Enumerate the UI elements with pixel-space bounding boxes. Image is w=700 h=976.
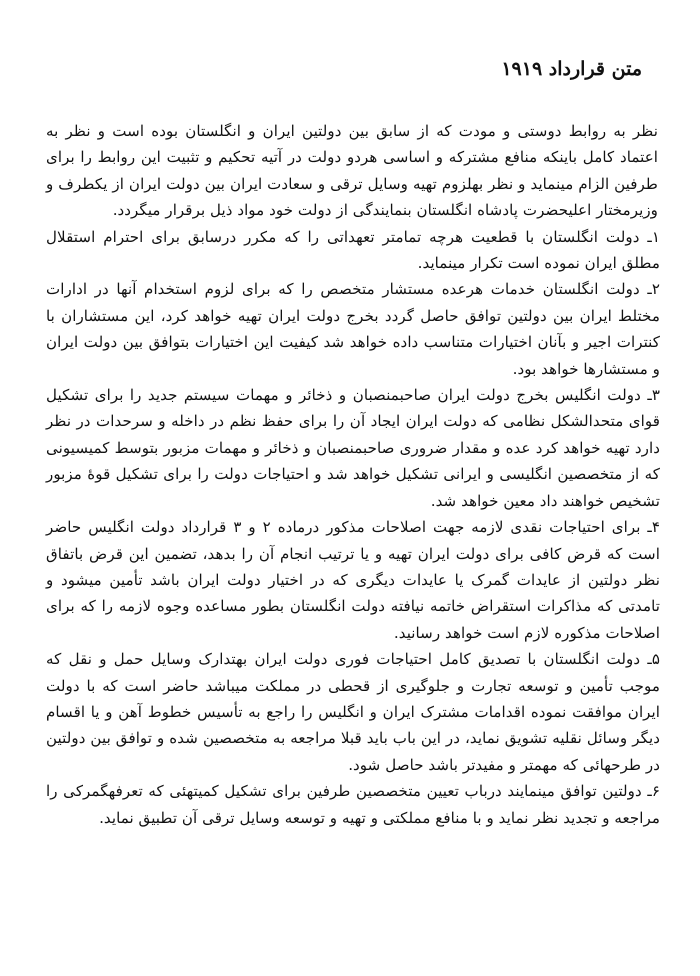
article-5-paragraph: ۵ـ دولت انگلستان با تصدیق کامل احتیاجات فوری دولت ایران بهتدارک وسایل حمل و نقل که موجب تأمین و توسعه تجارت و جلوگیری از قحطی در مملکت میباشد حاضر است که با دولت ایران موافقت نموده اقدامات مشترک ایران و انگلیس را راجع به تأسیس خطوط آهن و یا اقسام دیگر وسائل نقلیه تشویق نماید، در این باب باید قبلا مراجعه به متخصصین شده و توافق بین دولتین در طرحهائی که مهمتر و مفیدتر باشد حاصل شود. xyxy=(46,650,660,774)
article-1-paragraph: ۱ـ دولت انگلستان با قطعیت هرچه تمامتر تعهداتی را که مکرر درسابق برای احترام استقلال مطلق ایران نموده است تکرار مینماید. xyxy=(46,227,660,273)
preamble-paragraph: نظر به روابط دوستی و مودت که از سابق بین دولتین ایران و انگلستان بوده است و نظر به اعتماد کامل باینکه منافع مشترکه و اساسی هردو دولت در آتیه تحکیم و تثبیت این روابط را برای طرفین الزام مینماید و نظر بهلزوم تهیه وسایل ترقی و سعادت ایران بین دولت ایران از یکطرف و وزیرمختار اعلیحضرت پادشاه انگلستان بنمایندگی از دولت خود مواد ذیل برقرار میگردد. xyxy=(46,122,658,220)
document-title: متن قرارداد ۱۹۱۹ xyxy=(501,58,642,80)
treaty-body xyxy=(46,118,660,831)
article-3-paragraph: ۳ـ دولت انگلیس بخرج دولت ایران صاحبمنصبان و ذخائر و مهمات سیستم جدید را برای تشکیل قوای متحدالشکل نظامی که دولت ایران ایجاد آن را برای حفظ نظم در داخله و سرحدات در نظر دارد تهیه خواهد کرد عده و مقدار ضروری صاحبمنصبان و ذخائر و مهمات مزبور بتوسط کمیسیونی که از متخصصین انگلیسی و ایرانی تشکیل خواهد شد و احتیاجات دولت را برای تشکیل قوهٔ مزبور تشخیص خواهند داد معین خواهد شد. xyxy=(46,386,660,510)
article-4-paragraph: ۴ـ برای احتیاجات نقدی لازمه جهت اصلاحات مذکور درماده ۲ و ۳ قرارداد دولت انگلیس حاضر است که قرض کافی برای دولت ایران تهیه و یا ترتیب انجام آن را بدهد، تضمین این قرض باتفاق نظر دولتین از عایدات گمرک یا عایدات دیگری که در اختیار دولت ایران باشد تأمین میشود و تامدتی که مذاکرات استقراض خاتمه نیافته دولت انگلستان بطور مساعده وجوه لازمه را که برای اصلاحات مذکوره لازم است خواهد رسانید. xyxy=(46,518,660,642)
article-2-paragraph: ۲ـ دولت انگلستان خدمات هرعده مستشار متخصص را که برای لزوم استخدام آنها در ادارات مختلط ایران بین دولتین توافق حاصل گردد بخرج دولت ایران تهیه خواهد کرد، این مستشاران با کنترات اجیر و بآنان اختیارات متناسب داده خواهد شد کیفیت این اختیارات بتوافق بین دولت ایران و مستشارها خواهد بود. xyxy=(46,280,660,378)
article-6-paragraph: ۶ـ دولتین توافق مینمایند درباب تعیین متخصصین طرفین برای تشکیل کمیتهئی که تعرفهگمرکی را مراجعه و تجدید نظر نماید و با منافع مملکتی و تهیه و توسعه وسایل ترقی آن تطبیق نماید. xyxy=(46,782,660,827)
